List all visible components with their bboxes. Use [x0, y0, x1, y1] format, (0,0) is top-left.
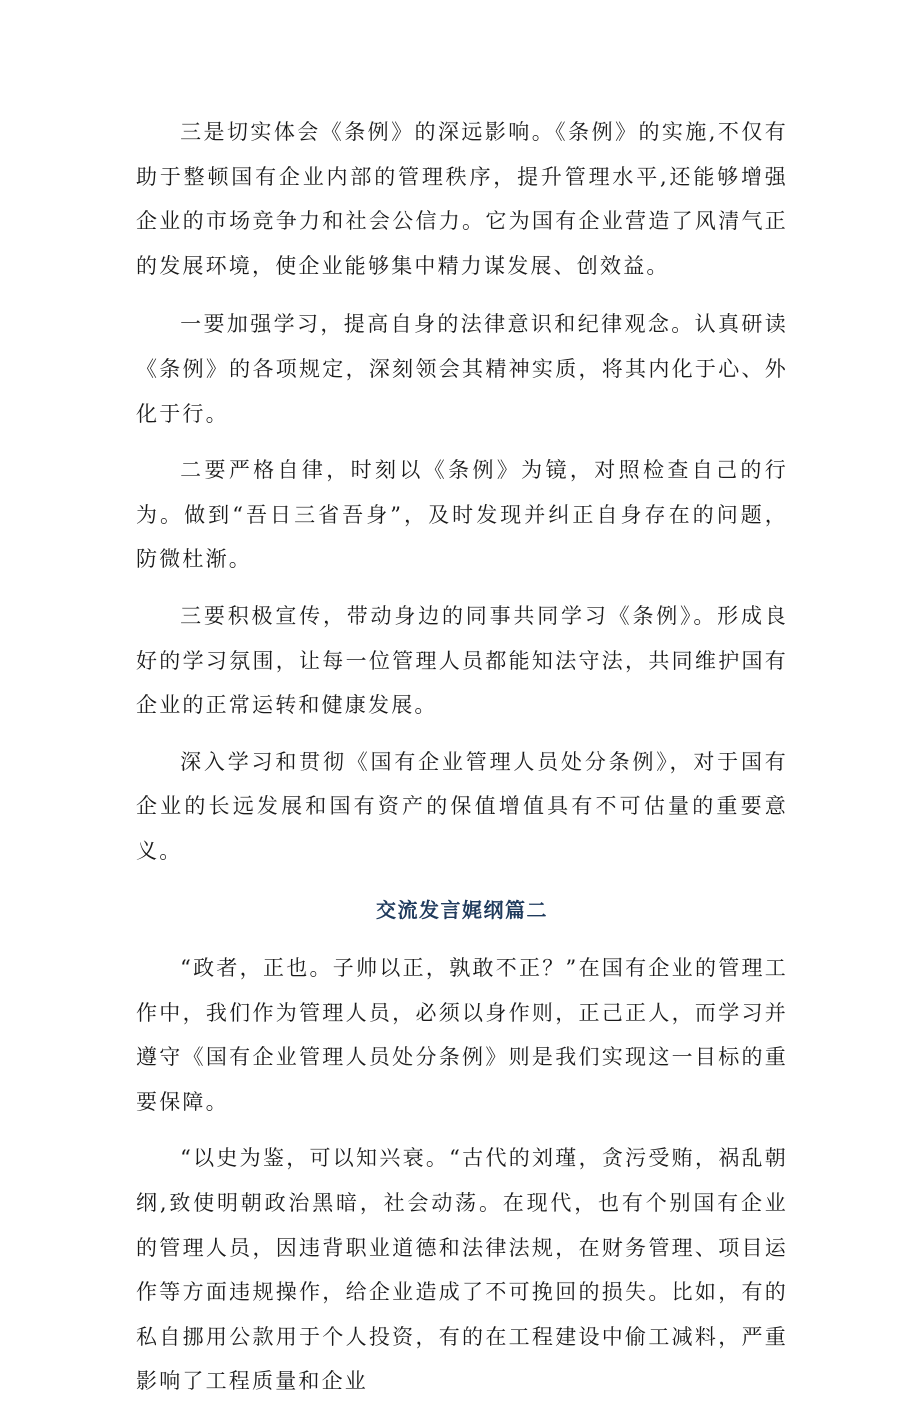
paragraph-history-mirror: “以史为鉴，可以知兴衰。“古代的刘瑾，贪污受贿，祸乱朝纲,致使明朝政治黑暗，社会动荡。在现代，也有个别国有企业的管理人员，因违背职业道德和法律法规，在财务管理、项目运作等方面违规操作，给企业造成了不可挽回的损失。比如，有的私自挪用公款用于个人投资，有的在工程建设中偷工减料，严重影响了工程质量和企业 — [136, 1146, 788, 1394]
paragraph-strengthen-study: 一要加强学习，提高自身的法律意识和纪律观念。认真研读《条例》的各项规定，深刻领会其精神实质，将其内化于心、外化于行。 — [136, 312, 788, 426]
paragraph-self-discipline: 二要严格自律，时刻以《条例》为镜，对照检查自己的行为。做到“吾日三省吾身”，及时发现并纠正自身存在的问题，防微杜渐。 — [136, 458, 788, 572]
paragraph-significance: 深入学习和贯彻《国有企业管理人员处分条例》，对于国有企业的长远发展和国有资产的保值增值具有不可估量的重要意义。 — [136, 749, 788, 863]
paragraph-lasting-impact: 三是切实体会《条例》的深远影响。《条例》的实施,不仅有助于整顿国有企业内部的管理秩序，提升管理水平,还能够增强企业的市场竞争力和社会公信力。它为国有企业营造了风清气正的发展环境，使企业能够集中精力谋发展、创效益。 — [136, 120, 788, 278]
document-page — [136, 110, 788, 1404]
paragraph-quote-zheng: “政者，正也。子帅以正，孰敢不正？”在国有企业的管理工作中，我们作为管理人员，必须以身作则，正己正人，而学习并遵守《国有企业管理人员处分条例》则是我们实现这一目标的重要保障。 — [136, 956, 788, 1114]
paragraph-promote: 三要积极宣传，带动身边的同事共同学习《条例》。形成良好的学习氛围，让每一位管理人员都能知法守法，共同维护国有企业的正常运转和健康发展。 — [136, 603, 788, 718]
section-heading: 交流发言娓纲篇二 — [376, 897, 548, 922]
